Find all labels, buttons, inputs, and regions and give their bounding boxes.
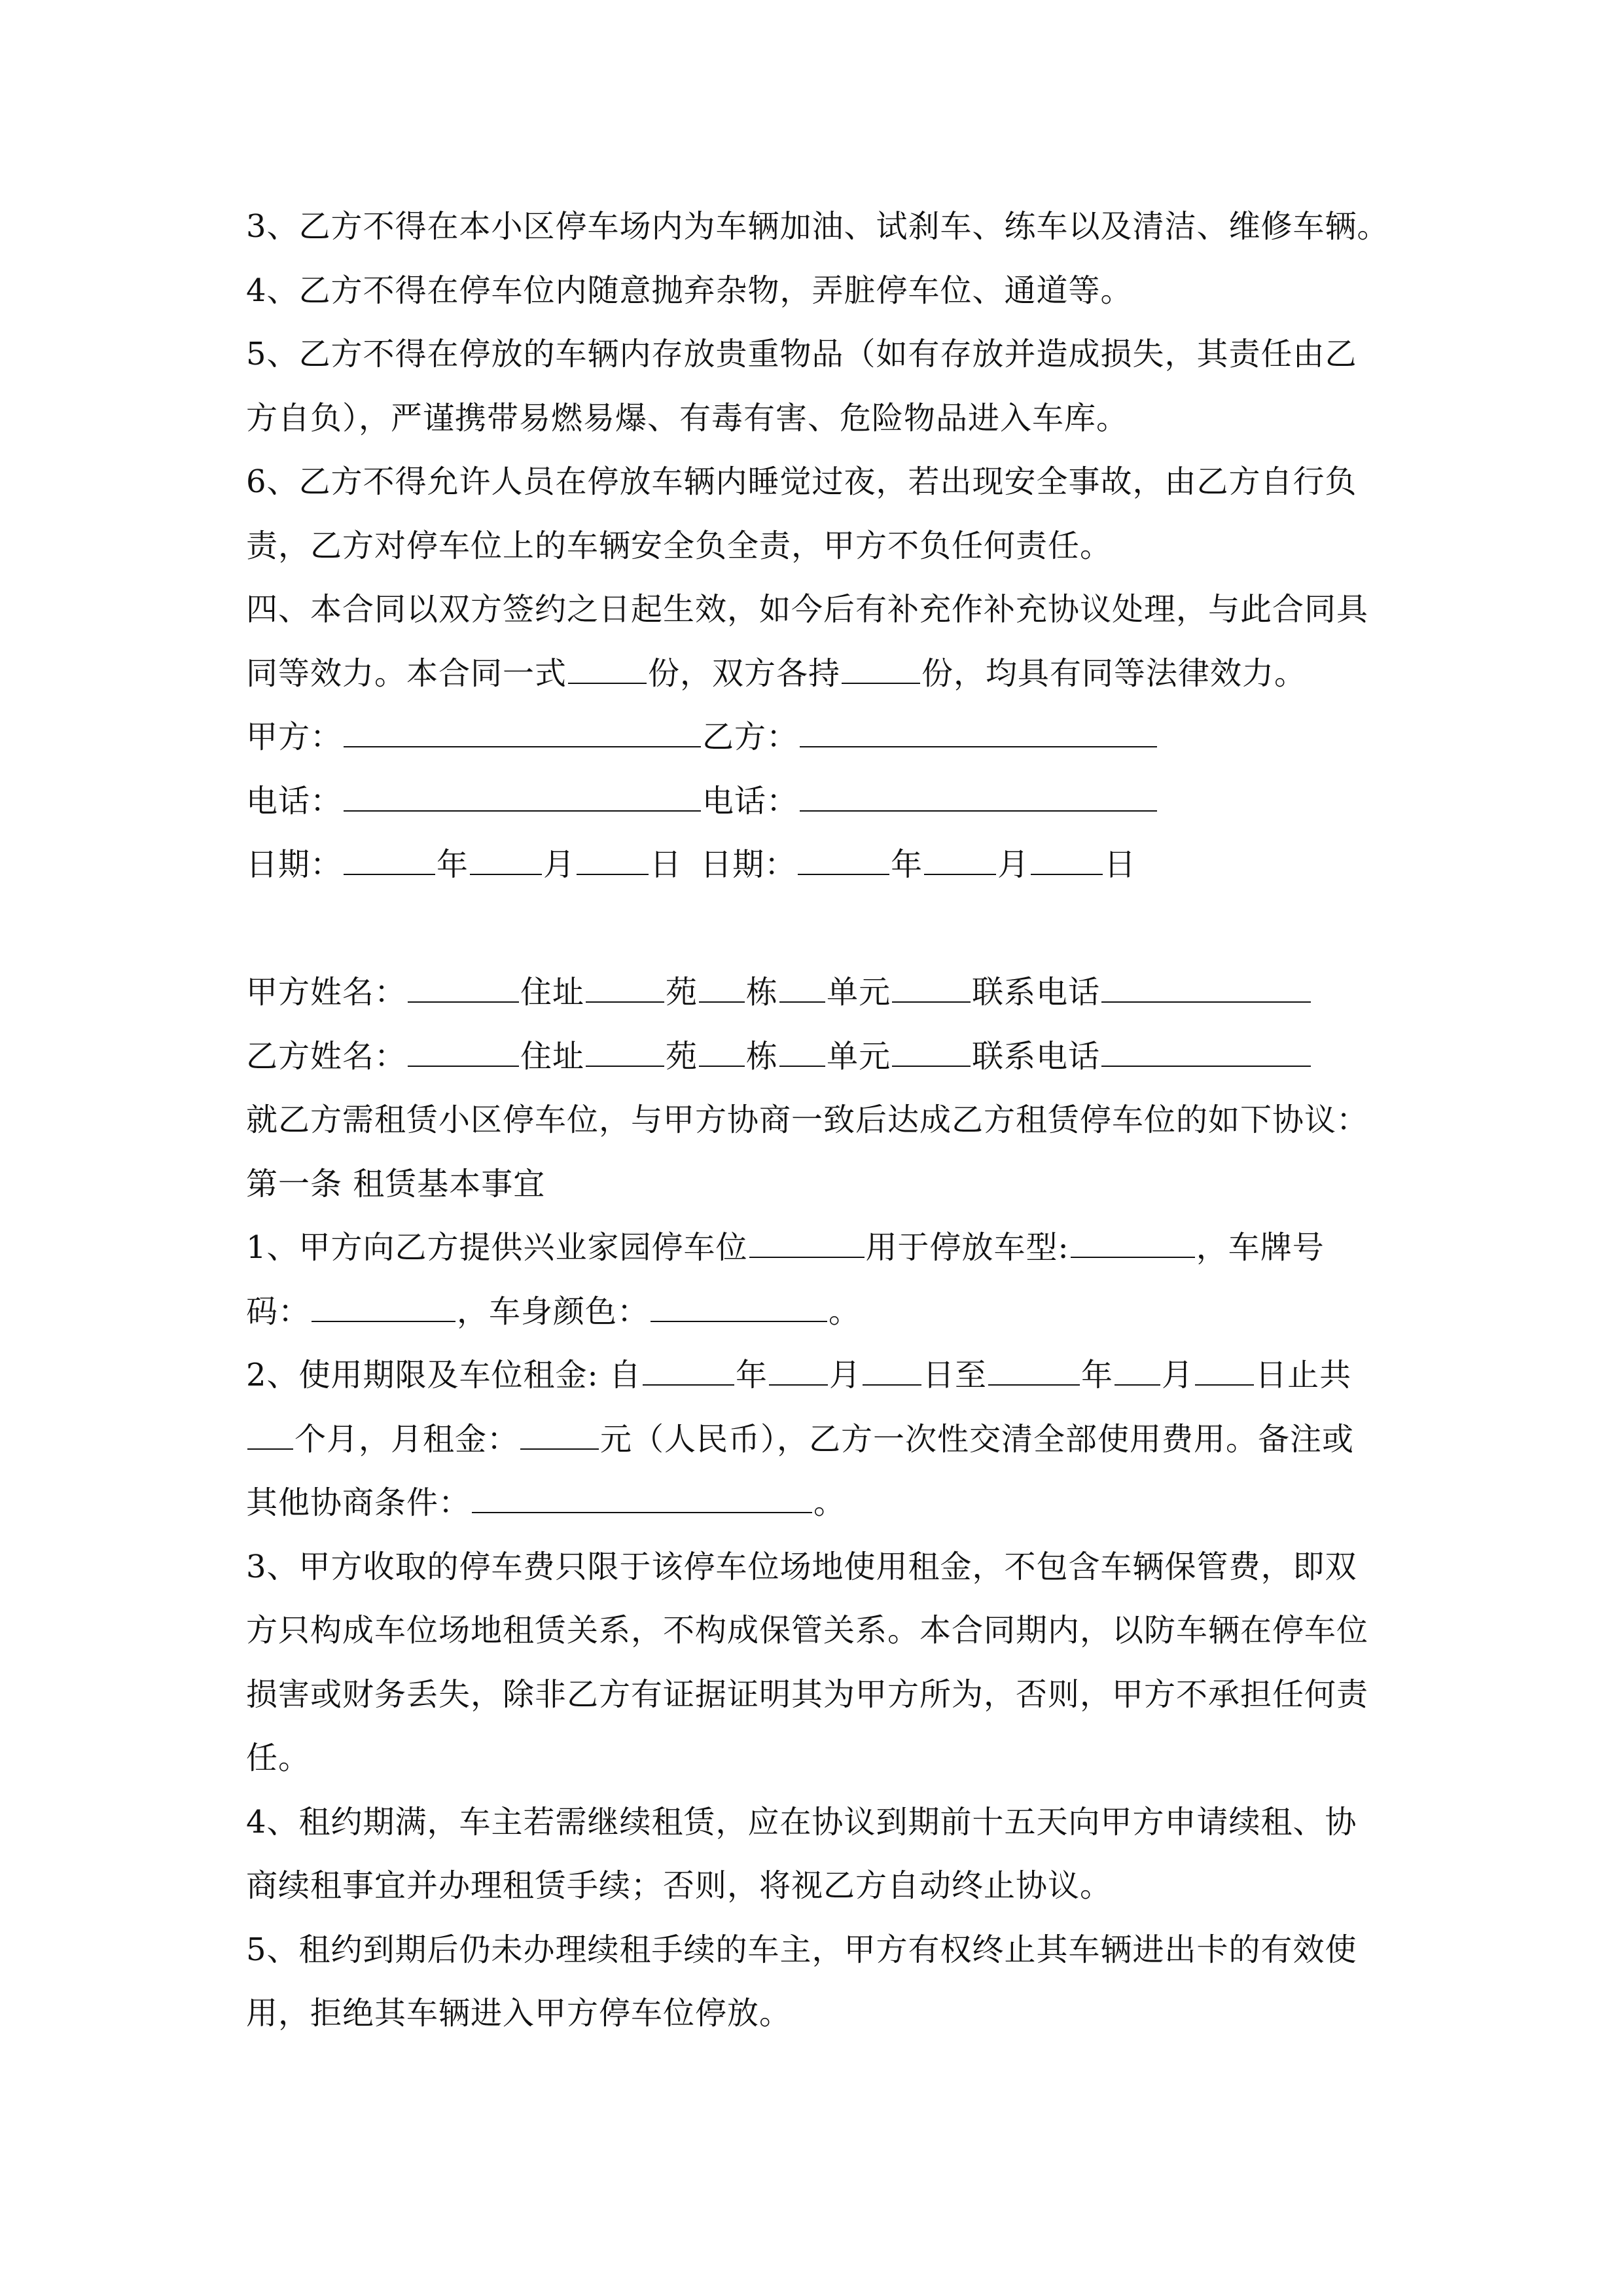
date-b-label: 日期： [700, 846, 797, 883]
party-a-unit-label: 单元 [827, 974, 891, 1011]
item-1-line-2 [246, 1280, 1404, 1344]
item-1-text-d: 码： [246, 1293, 311, 1330]
party-a-phone-label: 联系电话 [972, 974, 1101, 1011]
party-b-dong-blank[interactable] [779, 1031, 825, 1067]
date-b-day-blank[interactable] [1031, 840, 1103, 875]
party-b-blank[interactable] [800, 712, 1157, 747]
item-2-line-3 [246, 1471, 1404, 1535]
car-color-blank[interactable] [651, 1287, 827, 1322]
date-a-day-blank[interactable] [577, 840, 649, 875]
months-blank[interactable] [247, 1414, 293, 1450]
party-a-dong-blank[interactable] [779, 967, 825, 1003]
date-a-month: 月 [543, 846, 576, 883]
item-2-line-1 [246, 1344, 1404, 1408]
copies-text-b: 份，双方各持 [648, 655, 841, 692]
phone-a-label: 电话： [246, 782, 343, 819]
item-2-text-a: 2、使用期限及车位租金: 自 [246, 1357, 641, 1393]
item-1-text-e: ，车身颜色： [457, 1293, 650, 1330]
clause-5-line-2: 方自负），严谨携带易燃易爆、有毒有害、危险物品进入车库。 [246, 399, 1129, 437]
item-3-line-4: 任。 [246, 1740, 311, 1776]
end-day-blank[interactable] [1195, 1350, 1254, 1386]
item-3-line-1: 3、甲方收取的停车费只限于该停车位场地使用租金，不包含车辆保管费，即双 [246, 1548, 1357, 1585]
copies-each-blank[interactable] [842, 649, 920, 684]
clause-6-line-1: 6、乙方不得允许人员在停放车辆内睡觉过夜，若出现安全事故，由乙方自行负 [246, 463, 1357, 500]
party-a-yuan-blank[interactable] [699, 967, 745, 1003]
item-1-text-c: ，车牌号 [1196, 1229, 1325, 1266]
party-b-unit-label: 单元 [827, 1037, 891, 1075]
copies-text-c: 份，均具有同等法律效力。 [921, 655, 1307, 692]
plate-number-blank[interactable] [312, 1287, 455, 1322]
article-1-heading: 第一条 租赁基本事宜 [246, 1165, 546, 1202]
copies-text-a: 同等效力。本合同一式 [246, 655, 567, 692]
party-a-blank[interactable] [344, 712, 701, 747]
party-a-address-blank[interactable] [586, 967, 664, 1003]
item-3-line-2: 方只构成车位场地租赁关系，不构成保管关系。本合同期内，以防车辆在停车位 [246, 1612, 1369, 1649]
copies-total-blank[interactable] [568, 649, 647, 684]
item-2-text-c: 元（人民币），乙方一次性交清全部使用费用。备注或 [600, 1420, 1355, 1458]
item-2-month2: 月 [1162, 1357, 1194, 1393]
party-b-phone-label: 联系电话 [972, 1037, 1101, 1075]
party-a-phone-blank[interactable] [1101, 967, 1311, 1003]
clause-5-line-1: 5、乙方不得在停放的车辆内存放贵重物品（如有存放并造成损失，其责任由乙 [246, 336, 1357, 372]
phone-b-label: 电话： [702, 782, 799, 819]
party-b-address-blank[interactable] [586, 1031, 664, 1067]
end-year-blank[interactable] [988, 1350, 1080, 1386]
party-a-yuan-label: 苑 [666, 974, 698, 1011]
signature-party-row [246, 706, 1404, 770]
party-a-name-label: 甲方姓名： [246, 974, 407, 1011]
clause-6-line-2: 责，乙方对停车位上的车辆安全负全责，甲方不负任何责任。 [246, 527, 1113, 564]
start-month-blank[interactable] [769, 1350, 828, 1386]
date-a-day: 日 [650, 846, 683, 883]
date-b-year: 年 [891, 846, 923, 883]
monthly-rent-blank[interactable] [520, 1414, 599, 1450]
party-b-name-blank[interactable] [408, 1031, 519, 1067]
item-2-end: 日止共 [1255, 1357, 1352, 1393]
item-2-text-d: 其他协商条件： [246, 1484, 471, 1521]
car-model-blank[interactable] [1071, 1223, 1195, 1258]
item-2-day-to: 日至 [923, 1357, 988, 1393]
party-b-name-label: 乙方姓名： [246, 1037, 407, 1075]
signature-date-row [246, 833, 1404, 897]
agreement-intro: 就乙方需租赁小区停车位，与甲方协商一致后达成乙方租赁停车位的如下协议： [246, 1102, 1369, 1138]
item-3-line-3: 损害或财务丢失，除非乙方有证据证明其为甲方所为，否则，甲方不承担任何责 [246, 1676, 1369, 1713]
date-b-month-blank[interactable] [924, 840, 996, 875]
end-month-blank[interactable] [1115, 1350, 1160, 1386]
party-b-dong-label: 栋 [746, 1037, 779, 1075]
signature-phone-row [246, 770, 1404, 834]
party-b-phone-blank[interactable] [1101, 1031, 1311, 1067]
section-gap [246, 897, 1404, 961]
item-2-year: 年 [735, 1357, 768, 1393]
party-a-unit-blank[interactable] [892, 967, 971, 1003]
date-b-year-blank[interactable] [798, 840, 889, 875]
item-2-year2: 年 [1081, 1357, 1114, 1393]
item-4-line-2: 商续租事宜并办理租赁手续；否则，将视乙方自动终止协议。 [246, 1867, 1113, 1904]
date-a-month-blank[interactable] [470, 840, 542, 875]
section-4-line-1: 四、本合同以双方签约之日起生效，如今后有补充作补充协议处理，与此合同具 [246, 591, 1369, 628]
item-1-line-1 [246, 1216, 1404, 1280]
date-a-year-blank[interactable] [344, 840, 435, 875]
clause-4-line: 4、乙方不得在停车位内随意抛弃杂物，弄脏停车位、通道等。 [246, 272, 1133, 309]
contract-page [246, 195, 1404, 2046]
item-4-line-1: 4、租约期满，车主若需继续租赁，应在协议到期前十五天向甲方申请续租、协 [246, 1803, 1357, 1840]
clause-3-line: 3、乙方不得在本小区停车场内为车辆加油、试刹车、练车以及清洁、维修车辆。 [246, 208, 1389, 245]
party-a-name-blank[interactable] [408, 967, 519, 1003]
item-2-line-2 [246, 1408, 1404, 1472]
party-a-label: 甲方： [246, 719, 343, 755]
item-2-month: 月 [829, 1357, 862, 1393]
party-a-info-row [246, 961, 1404, 1025]
item-1-text-f: 。 [829, 1293, 861, 1330]
parking-space-blank[interactable] [749, 1223, 865, 1258]
party-b-info-row [246, 1025, 1404, 1089]
other-conditions-blank[interactable] [472, 1478, 812, 1513]
date-a-label: 日期： [246, 846, 343, 883]
item-5-line-2: 用，拒绝其车辆进入甲方停车位停放。 [246, 1995, 792, 2032]
start-year-blank[interactable] [643, 1350, 734, 1386]
party-b-yuan-label: 苑 [666, 1037, 698, 1075]
phone-b-blank[interactable] [800, 776, 1157, 812]
date-b-month: 月 [997, 846, 1030, 883]
section-4-line-2 [246, 642, 1404, 706]
party-b-yuan-blank[interactable] [699, 1031, 745, 1067]
item-1-text-a: 1、甲方向乙方提供兴业家园停车位 [246, 1229, 748, 1266]
item-5-line-1: 5、租约到期后仍未办理续租手续的车主，甲方有权终止其车辆进出卡的有效使 [246, 1931, 1357, 1968]
item-1-text-b: 用于停放车型: [865, 1229, 1069, 1266]
party-b-label: 乙方： [702, 719, 799, 755]
item-2-text-e: 。 [813, 1484, 846, 1521]
party-b-address-label: 住址 [520, 1037, 585, 1075]
party-a-dong-label: 栋 [746, 974, 779, 1011]
date-a-year: 年 [437, 846, 469, 883]
start-day-blank[interactable] [863, 1350, 921, 1386]
date-b-day: 日 [1104, 846, 1137, 883]
phone-a-blank[interactable] [344, 776, 701, 812]
party-b-unit-blank[interactable] [892, 1031, 971, 1067]
item-2-text-b: 个月，月租金： [294, 1420, 520, 1458]
party-a-address-label: 住址 [520, 974, 585, 1011]
